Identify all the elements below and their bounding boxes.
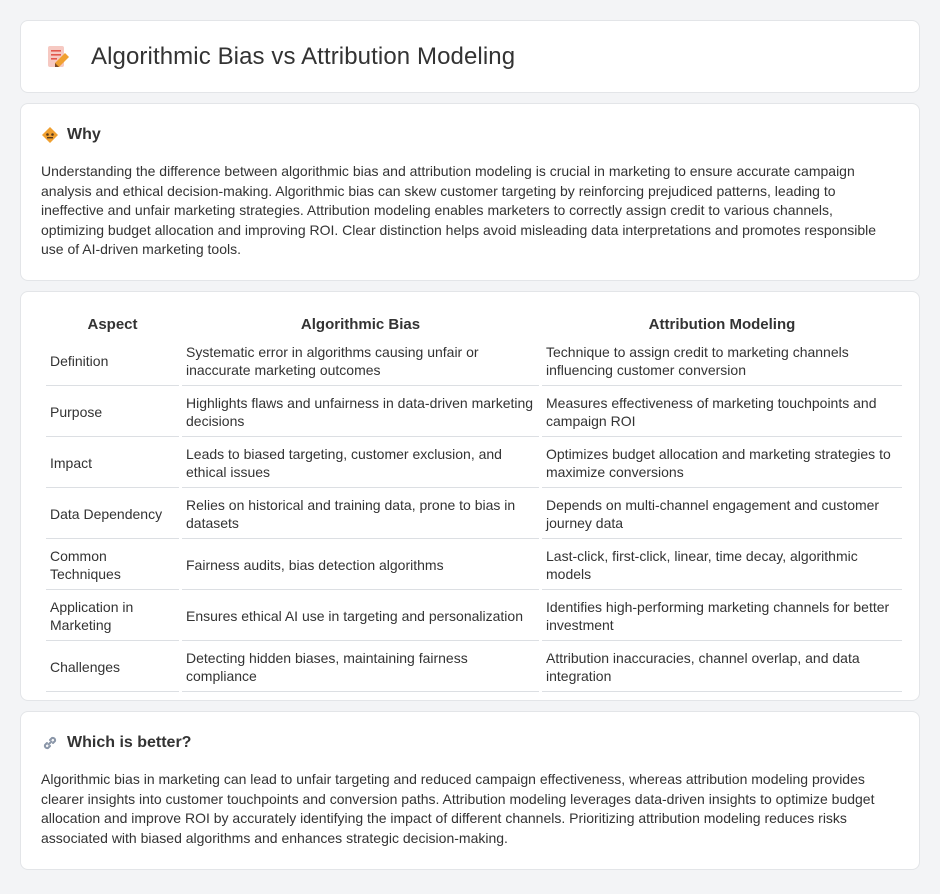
table-row [46, 490, 902, 539]
cell-aspect: Common Techniques [46, 541, 179, 590]
cell-attribution-modeling: Attribution inaccuracies, channel overlap, and data integration [542, 643, 902, 692]
header-attribution-modeling: Attribution Modeling [648, 316, 796, 333]
cell-algorithmic-bias: Leads to biased targeting, customer exclusion, and ethical issues [182, 439, 539, 488]
cell-algorithmic-bias: Ensures ethical AI use in targeting and personalization [182, 592, 539, 641]
table-row [46, 439, 902, 488]
page-title: Algorithmic Bias vs Attribution Modeling [91, 42, 516, 70]
cell-aspect: Application in Marketing [46, 592, 179, 641]
table-row [46, 337, 902, 386]
cell-attribution-modeling: Depends on multi-channel engagement and customer journey data [542, 490, 902, 539]
cell-attribution-modeling: Last-click, first-click, linear, time decay, algorithmic models [542, 541, 902, 590]
cell-attribution-modeling: Measures effectiveness of marketing touchpoints and campaign ROI [542, 388, 902, 437]
table-header-row [46, 314, 902, 335]
cell-algorithmic-bias: Detecting hidden biases, maintaining fairness compliance [182, 643, 539, 692]
which-is-better-section [20, 711, 920, 870]
table-row [46, 592, 902, 641]
cell-aspect: Impact [46, 439, 179, 488]
cell-attribution-modeling: Optimizes budget allocation and marketing strategies to maximize conversions [542, 439, 902, 488]
cell-aspect: Challenges [46, 643, 179, 692]
cell-attribution-modeling: Identifies high-performing marketing channels for better investment [542, 592, 902, 641]
header-aspect: Aspect [87, 316, 138, 333]
why-title: Why [67, 126, 101, 143]
table-row [46, 541, 902, 590]
why-section [20, 103, 920, 281]
table-row [46, 643, 902, 692]
why-text: Understanding the difference between algorithmic bias and attribution modeling is crucial in marketing to ensure accurate campaign analysis and ethical decision-making. Algorithmic bias can skew customer targeting by reinforcing prejudiced patterns, leading to ineffective and unfair marketing strategies. Attribution modeling enables marketers to correctly assign credit to various channels, optimizing budget allocation and improving ROI. Clear distinction helps avoid misleading data interpretations and promotes responsible use of AI-driven marketing tools. [41, 163, 877, 258]
table-row [46, 388, 902, 437]
comparison-table-card [20, 291, 920, 701]
cell-algorithmic-bias: Relies on historical and training data, prone to bias in datasets [182, 490, 539, 539]
cell-algorithmic-bias: Fairness audits, bias detection algorithms [182, 541, 539, 590]
link-icon [41, 734, 59, 752]
cell-attribution-modeling: Technique to assign credit to marketing channels influencing customer conversion [542, 337, 902, 386]
cell-aspect: Data Dependency [46, 490, 179, 539]
warning-diamond-icon [41, 126, 59, 144]
title-card [20, 20, 920, 93]
header-algorithmic-bias: Algorithmic Bias [300, 316, 421, 333]
better-header [41, 734, 899, 752]
better-text: Algorithmic bias in marketing can lead to unfair targeting and reduced campaign effectiveness, whereas attribution modeling provides clearer insights into customer touchpoints and conversion paths. Attribution modeling leverages data-driven insights to optimize budget allocation and improve ROI by accurately identifying the impact of different channels. Prioritizing attribution modeling reduces risks associated with biased algorithms and enhances strategic decision-making. [41, 771, 875, 846]
cell-aspect: Purpose [46, 388, 179, 437]
cell-aspect: Definition [46, 337, 179, 386]
document-pencil-icon [45, 44, 71, 70]
why-header [41, 126, 899, 144]
better-title: Which is better? [67, 734, 192, 751]
comparison-table [43, 312, 905, 694]
cell-algorithmic-bias: Highlights flaws and unfairness in data-driven marketing decisions [182, 388, 539, 437]
cell-algorithmic-bias: Systematic error in algorithms causing unfair or inaccurate marketing outcomes [182, 337, 539, 386]
